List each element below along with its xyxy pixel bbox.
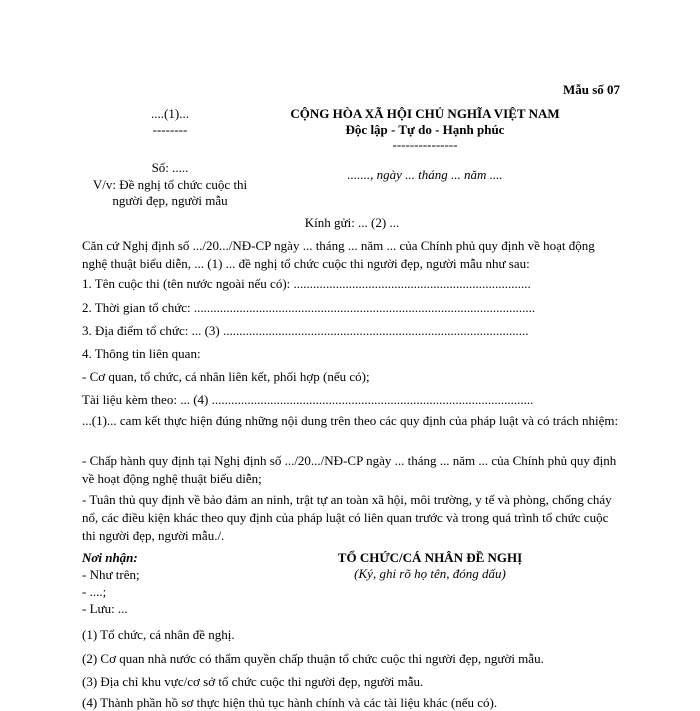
footnote: (2) Cơ quan nhà nước có thẩm quyền chấp thuận tổ chức cuộc thi người đẹp, người mẫu. (82, 651, 544, 666)
org-rule: -------- (152, 122, 188, 137)
subject-line-2: người đẹp, người mẫu (112, 193, 228, 208)
receivers-title: Nơi nhận: (82, 550, 138, 565)
recipient: Kính gửi: ... (2) ... (304, 215, 400, 230)
receiver-line: - Như trên; (82, 567, 140, 582)
signer-note: (Ký, ghi rõ họ tên, đóng dấu) (354, 566, 506, 581)
item-attachments: Tài liệu kèm theo: ... (4) ................................................................................................... (82, 392, 534, 407)
item-name: 1. Tên cuộc thi (tên nước ngoài nếu có): ......................................................................... (82, 276, 531, 291)
commitment-paragraph: ...(1)... cam kết thực hiện đúng những nội dung trên theo các quy định của pháp luật và có trách nhiệm: (82, 413, 619, 428)
motto-rule: --------------- (392, 137, 458, 152)
receiver-line: - ....; (82, 584, 107, 599)
form-number: Mẫu số 07 (562, 82, 620, 97)
org-placeholder: ....(1)... (151, 106, 189, 121)
intro-paragraph: Căn cứ Nghị định số .../20.../NĐ-CP ngày ... tháng ... năm ... của Chính phủ quy định về hoạt động nghệ thuật biểu diễn, ... (1) ... đề nghị tổ chức cuộc thi người đẹp, người mẫu như sau: (82, 238, 595, 271)
commit-point-decree: - Chấp hành quy định tại Nghị định số .../20.../NĐ-CP ngày ... tháng ... năm ... của Chính phủ quy định về hoạt động nghệ thuật biểu diễn; (82, 453, 617, 486)
country-name: CỘNG HÒA XÃ HỘI CHỦ NGHĨA VIỆT NAM (290, 106, 560, 121)
item-related-info: 4. Thông tin liên quan: (82, 346, 201, 361)
receiver-line: - Lưu: ... (82, 601, 128, 616)
item-time: 2. Thời gian tổ chức: ......................................................................................................... (82, 300, 536, 315)
signer-title: TỔ CHỨC/CÁ NHÂN ĐỀ NGHỊ (337, 550, 523, 565)
commit-point-security: - Tuân thủ quy định về bảo đảm an ninh, trật tự an toàn xã hội, môi trường, y tế và phòng, chống cháy nổ, các điều kiện khác theo quy định của pháp luật có liên quan trước và trong quá trình tổ chức cuộc thi người đẹp, người mẫu./. (82, 492, 612, 543)
item-location: 3. Địa điểm tổ chức: ... (3) .............................................................................................. (82, 323, 529, 338)
motto: Độc lập - Tự do - Hạnh phúc (345, 122, 505, 137)
issue-date: ......., ngày ... tháng ... năm .... (347, 167, 503, 182)
footnote: (1) Tổ chức, cá nhân đề nghị. (82, 627, 235, 642)
document-number: Số: ..... (151, 160, 189, 175)
item-partners: - Cơ quan, tổ chức, cá nhân liên kết, phối hợp (nếu có); (82, 369, 370, 384)
subject-line-1: V/v: Đề nghị tổ chức cuộc thi (92, 177, 248, 192)
footnote: (3) Địa chỉ khu vực/cơ sở tổ chức cuộc thi người đẹp, người mẫu. (82, 674, 424, 689)
footnote: (4) Thành phần hồ sơ thực hiện thủ tục hành chính và các tài liệu khác (nếu có). (82, 695, 498, 710)
